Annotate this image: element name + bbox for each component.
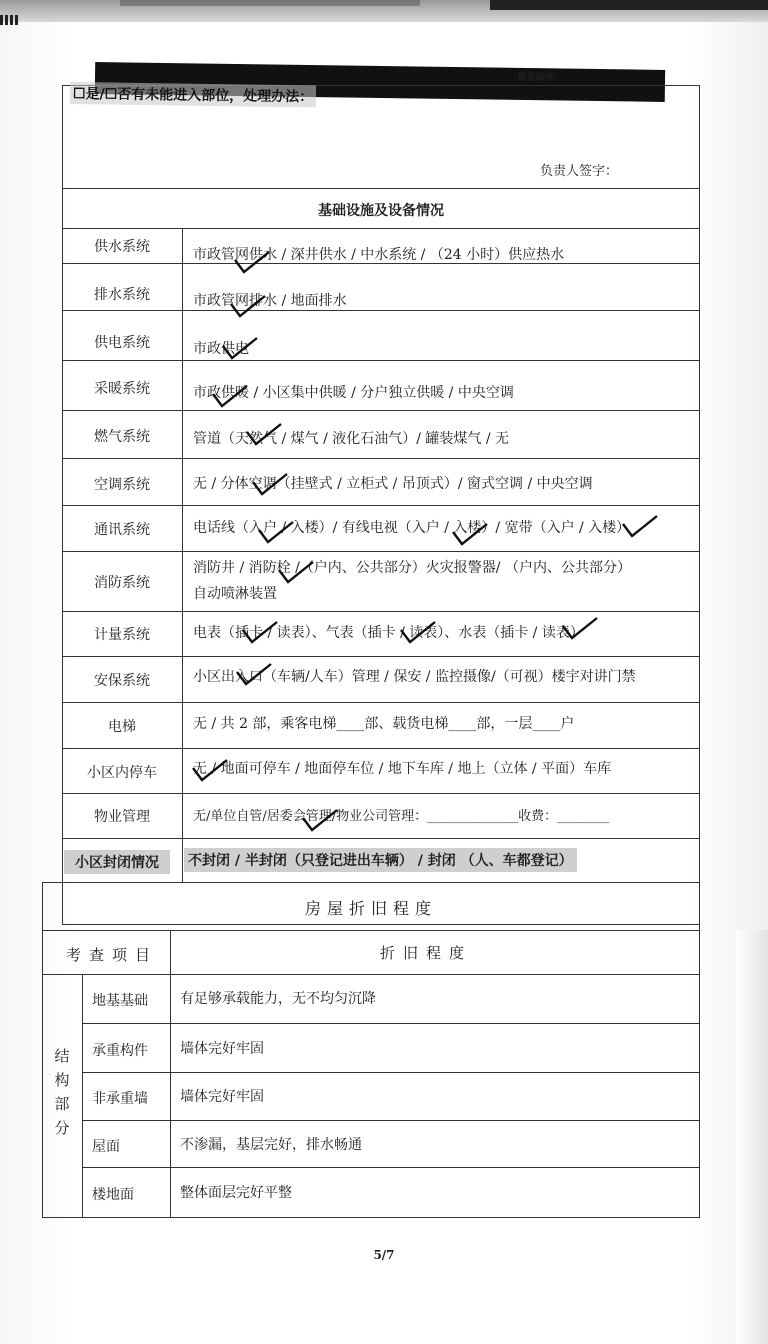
structure-group-label: 结构部分 <box>54 1047 70 1137</box>
item-roof: 屋面 <box>92 1139 120 1155</box>
value-drainage: 市政管网排水 / 地面排水 <box>193 293 347 309</box>
checkmark-icon <box>450 522 490 548</box>
label-elevator: 电梯 <box>108 719 136 735</box>
item-non-load-bearing: 非承重墙 <box>92 1091 148 1107</box>
desc-foundation: 有足够承载能力，无不均匀沉降 <box>180 991 376 1007</box>
label-communications: 通讯系统 <box>94 522 150 538</box>
column-header-item: 考查项目 <box>66 946 159 964</box>
form-title: 实地查勘记录 <box>330 68 403 82</box>
label-property-management: 物业管理 <box>94 809 150 825</box>
value-power-supply: 市政供电 <box>193 341 249 357</box>
value-parking: 无 / 地面可停车 / 地面停车位 / 地下车库 / 地上（立体 / 平面）车库 <box>193 761 612 777</box>
checkmark-icon <box>276 560 316 586</box>
facilities-section-title: 基础设施及设备情况 <box>318 203 444 219</box>
value-air-conditioning: 无 / 分体空调（挂壁式 / 立柜式 / 吊顶式）/ 窗式空调 / 中央空调 <box>193 476 593 492</box>
label-power-supply: 供电系统 <box>94 335 150 351</box>
desc-non-load-bearing: 墙体完好牢固 <box>180 1089 264 1105</box>
checkmark-icon <box>256 520 296 546</box>
value-water-supply: 市政管网供水 / 深井供水 / 中水系统 / （24 小时）供应热水 <box>193 247 565 263</box>
checkmark-icon <box>620 514 660 540</box>
column-header-degree: 折旧程度 <box>380 944 473 962</box>
value-fire-protection-line2: 自动喷淋装置 <box>193 586 277 602</box>
label-security: 安保系统 <box>94 673 150 689</box>
divider <box>62 228 700 229</box>
checkmark-icon <box>210 384 250 410</box>
checkmark-icon <box>228 294 268 320</box>
value-heating: 市政供暖 / 小区集中供暖 / 分户独立供暖 / 中央空调 <box>193 385 514 401</box>
desc-roof: 不渗漏，基层完好，排水畅通 <box>180 1137 362 1153</box>
access-question: ☐是/☐否有未能进入部位，处理办法： <box>70 82 317 107</box>
value-metering: 电表（插卡 / 读表）、气表（插卡 / 读表）、水表（插卡 / 读表） <box>193 625 584 641</box>
label-heating: 采暖系统 <box>94 381 150 397</box>
checkmark-icon <box>220 336 260 362</box>
checkmark-icon <box>250 472 290 498</box>
label-parking: 小区内停车 <box>87 765 157 781</box>
checkmark-icon <box>190 758 230 784</box>
column-divider <box>182 228 183 883</box>
divider <box>62 188 700 189</box>
checkmark-icon <box>232 250 272 276</box>
report-number-label: 报告编号： <box>518 73 564 83</box>
checkmark-icon <box>234 662 274 688</box>
value-enclosure: 不封闭 / 半封闭（只登记进出车辆） / 封闭 （人、车都登记） <box>184 848 577 872</box>
value-property-management: 无/单位自管/居委会管理/物业公司管理：______________收费：________ <box>193 809 610 824</box>
scan-edge-top <box>0 0 768 22</box>
checkmark-icon <box>244 422 284 448</box>
value-security: 小区出入口（车辆/人车）管理 / 保安 / 监控摄像/（可视）楼宇对讲门禁 <box>193 669 636 685</box>
value-fire-protection: 消防井 / 消防栓 /（户内、公共部分）火灾报警器/ （户内、公共部分） <box>193 560 631 576</box>
item-foundation: 地基基础 <box>92 993 148 1009</box>
page-number: 5/7 <box>373 1248 395 1262</box>
value-elevator: 无 / 共 2 部，乘客电梯____部、载货电梯____部，一层____户 <box>193 716 575 732</box>
label-metering: 计量系统 <box>94 627 150 643</box>
desc-floor: 整体面层完好平整 <box>180 1185 292 1201</box>
label-water-supply: 供水系统 <box>94 239 150 255</box>
checkmark-icon <box>560 616 600 642</box>
desc-load-bearing: 墙体完好牢固 <box>180 1041 264 1057</box>
signature-label: 负责人签字： <box>540 164 619 179</box>
label-air-conditioning: 空调系统 <box>94 477 150 493</box>
checkmark-icon <box>300 808 340 834</box>
label-enclosure: 小区封闭情况 <box>64 850 170 874</box>
value-communications: 电话线（入户 / 入楼）/ 有线电视（入户 / 入楼）/ 宽带（入户 / 入楼） <box>193 520 631 536</box>
label-drainage: 排水系统 <box>94 287 150 303</box>
item-load-bearing: 承重构件 <box>92 1043 148 1059</box>
page-edge-shadow <box>736 930 768 1344</box>
item-floor: 楼地面 <box>92 1187 134 1203</box>
label-gas: 燃气系统 <box>94 429 150 445</box>
value-gas: 管道（天然气 / 煤气 / 液化石油气）/ 罐装煤气 / 无 <box>193 431 510 447</box>
depreciation-section-title: 房屋折旧程度 <box>304 899 437 918</box>
scan-edge-marks <box>0 10 30 30</box>
label-fire-protection: 消防系统 <box>94 575 150 591</box>
checkmark-icon <box>240 620 280 646</box>
checkmark-icon <box>398 620 438 646</box>
